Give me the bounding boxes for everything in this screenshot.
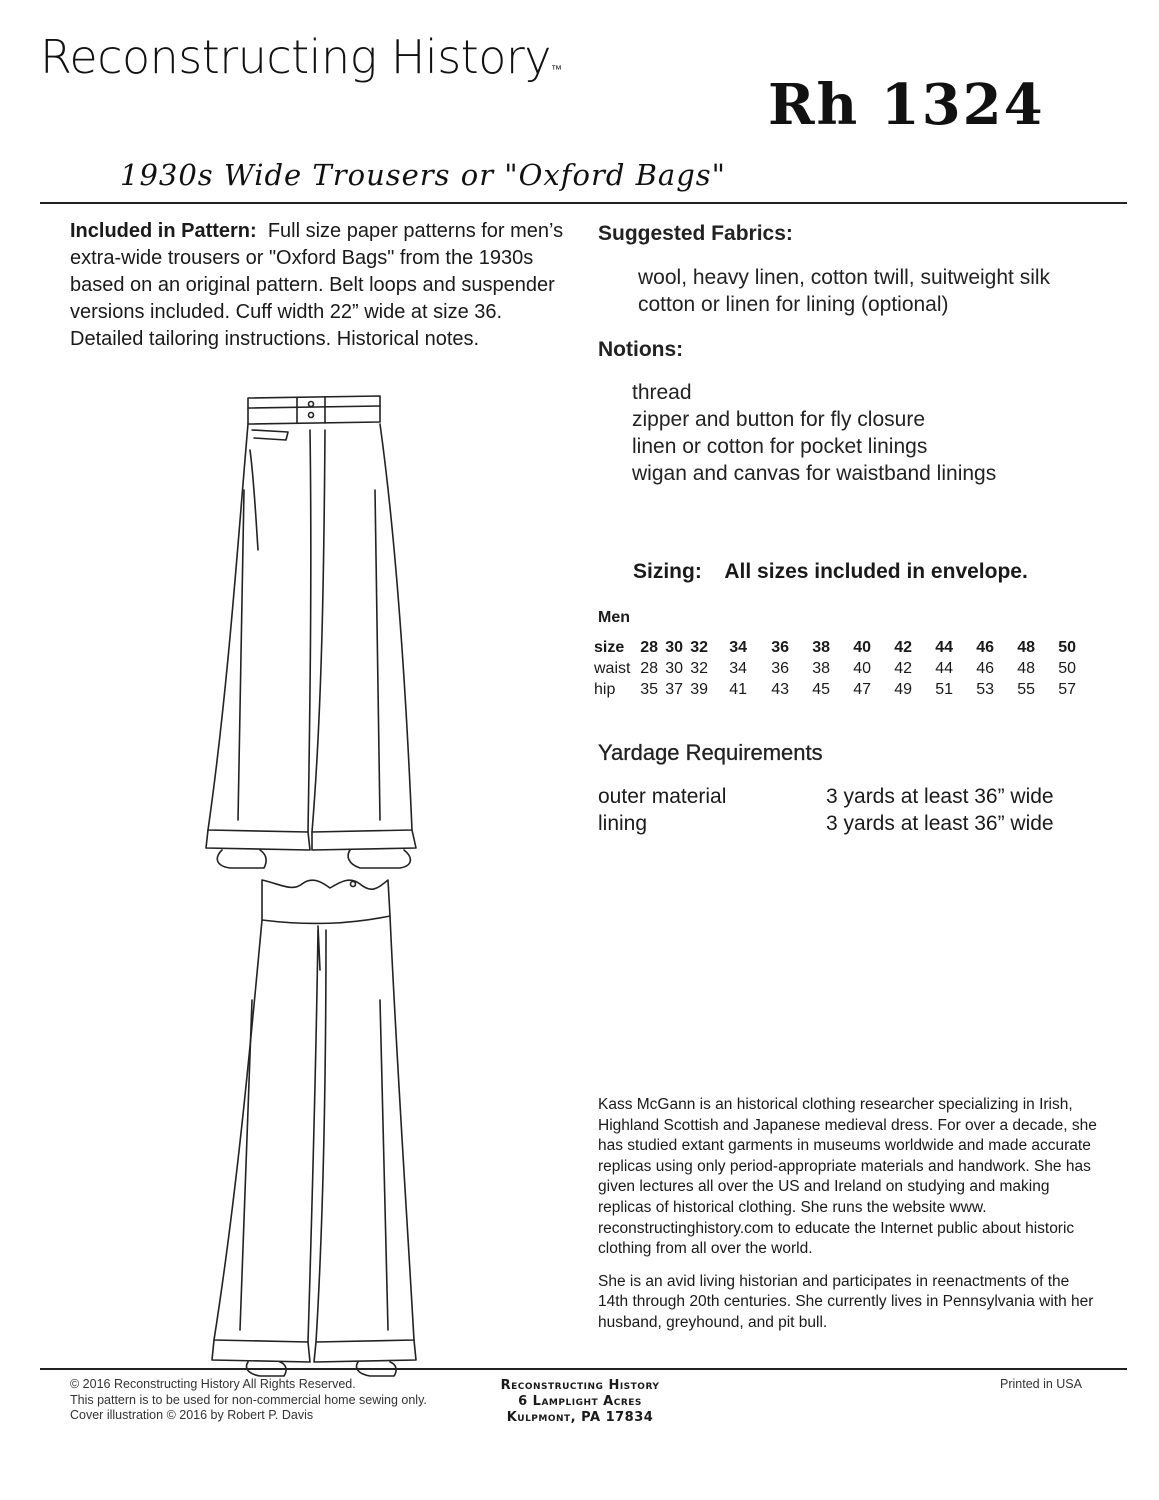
sizing-label: Sizing: — [633, 560, 702, 583]
sizing-heading — [633, 560, 1028, 584]
size-group-label: Men — [598, 609, 630, 626]
yardage-heading: Yardage Requirements — [598, 740, 823, 765]
author-bio — [598, 1095, 1098, 1346]
table-cell: 48 — [1017, 638, 1035, 656]
usage-text: This pattern is to be used for non-commercial home sewing only. — [70, 1392, 427, 1407]
brand-name: Reconstructing History — [40, 30, 551, 84]
pattern-title: 1930s Wide Trousers or "Oxford Bags" — [120, 158, 727, 192]
table-cell: 46 — [976, 659, 994, 677]
table-cell: 30 — [665, 659, 683, 677]
table-cell: 38 — [812, 659, 830, 677]
footer-divider — [40, 1368, 1127, 1370]
notions-heading: Notions: — [598, 338, 684, 361]
illustration-credit: Cover illustration © 2016 by Robert P. Davis — [70, 1408, 314, 1422]
fabrics-list — [638, 264, 1050, 318]
list-item: cotton or linen for lining (optional) — [638, 293, 949, 316]
table-row — [594, 658, 1076, 679]
sizing-note: All sizes included in envelope. — [724, 560, 1028, 583]
table-cell: 44 — [935, 659, 953, 677]
brand-logo — [40, 30, 680, 160]
yardage-item: outer material — [598, 785, 727, 808]
table-cell: 37 — [665, 680, 683, 698]
size-chart-table — [594, 637, 1076, 700]
table-row — [594, 637, 1076, 658]
bio-paragraph: Kass McGann is an historical clothing researcher specializing in Irish, Highland Scottish and Japanese medieval dress. For over a decade, she has studied extant garments in museums worldwide and made accurate replicas using only period-appropriate materials and handwork. She has given lectures all over the US and Ireland on studying and making replicas of historical clothing. She runs the website www. reconstructinghistory.com to educate the Internet public about historic clothing from all over the world. — [598, 1096, 1097, 1258]
company-address — [470, 1378, 690, 1426]
table-cell: 38 — [812, 638, 830, 656]
city-address: Kulpmont, PA 17834 — [506, 1410, 654, 1425]
trademark-mark: ™ — [551, 64, 562, 76]
table-cell: 32 — [690, 638, 708, 656]
table-cell: 34 — [729, 638, 747, 656]
table-cell: 50 — [1058, 659, 1076, 677]
row-label: hip — [594, 680, 616, 698]
trousers-illustration-bottom — [200, 870, 440, 1380]
notions-list — [632, 379, 996, 487]
table-cell: 30 — [665, 638, 683, 656]
table-cell: 46 — [976, 638, 994, 656]
list-item: zipper and button for fly closure — [632, 408, 925, 431]
table-cell: 57 — [1058, 680, 1076, 698]
table-cell: 42 — [894, 659, 912, 677]
company-name: Reconstructing History — [500, 1378, 660, 1393]
table-cell: 28 — [640, 659, 658, 677]
yardage-amount: 3 yards at least 36” wide — [826, 785, 1054, 808]
yardage-amount: 3 yards at least 36” wide — [826, 812, 1054, 835]
fabrics-heading: Suggested Fabrics: — [598, 222, 793, 245]
list-item: linen or cotton for pocket linings — [632, 435, 928, 458]
table-row — [594, 679, 1076, 700]
yardage-item: lining — [598, 812, 648, 835]
table-cell: 48 — [1017, 659, 1035, 677]
table-cell: 28 — [640, 638, 658, 656]
pattern-code: Rh 1324 — [768, 72, 1045, 138]
header-divider — [40, 202, 1127, 204]
table-cell: 35 — [640, 680, 658, 698]
table-cell: 47 — [853, 680, 871, 698]
table-cell: 32 — [690, 659, 708, 677]
trousers-illustration-top — [200, 390, 440, 870]
table-cell: 55 — [1017, 680, 1035, 698]
table-cell: 49 — [894, 680, 912, 698]
printed-in: Printed in USA — [1000, 1377, 1082, 1391]
included-text: Full size paper patterns for men’s extra-wide trousers or "Oxford Bags" from the 1930s based on an original pattern. Belt loops and suspender versions included. Cuff width 22” wide at size 36. Detailed tailoring instructions. Historical notes. — [70, 220, 564, 350]
table-cell: 53 — [976, 680, 994, 698]
table-cell: 43 — [771, 680, 789, 698]
footer-credits — [70, 1377, 427, 1424]
row-label: size — [594, 638, 625, 656]
table-cell: 45 — [812, 680, 830, 698]
table-cell: 42 — [894, 638, 912, 656]
table-cell: 36 — [771, 659, 789, 677]
included-in-pattern — [70, 218, 570, 353]
table-cell: 34 — [729, 659, 747, 677]
list-item: wool, heavy linen, cotton twill, suitweight silk — [638, 266, 1051, 289]
table-cell: 50 — [1058, 638, 1076, 656]
list-item: wigan and canvas for waistband linings — [632, 462, 997, 485]
table-cell: 39 — [690, 680, 708, 698]
table-cell: 51 — [935, 680, 953, 698]
copyright-text: © 2016 Reconstructing History All Rights Reserved. — [70, 1377, 356, 1391]
included-label: Included in Pattern: — [70, 220, 257, 242]
street-address: 6 Lamplight Acres — [518, 1394, 642, 1409]
table-cell: 44 — [935, 638, 953, 656]
table-cell: 40 — [853, 659, 871, 677]
bio-paragraph: She is an avid living historian and participates in reenactments of the 14th through 20th centuries. She currently lives in Pennsylvania with her husband, greyhound, and pit bull. — [598, 1272, 1094, 1331]
row-label: waist — [594, 659, 631, 677]
table-cell: 36 — [771, 638, 789, 656]
list-item: thread — [632, 381, 692, 404]
table-cell: 40 — [853, 638, 871, 656]
table-cell: 41 — [729, 680, 747, 698]
